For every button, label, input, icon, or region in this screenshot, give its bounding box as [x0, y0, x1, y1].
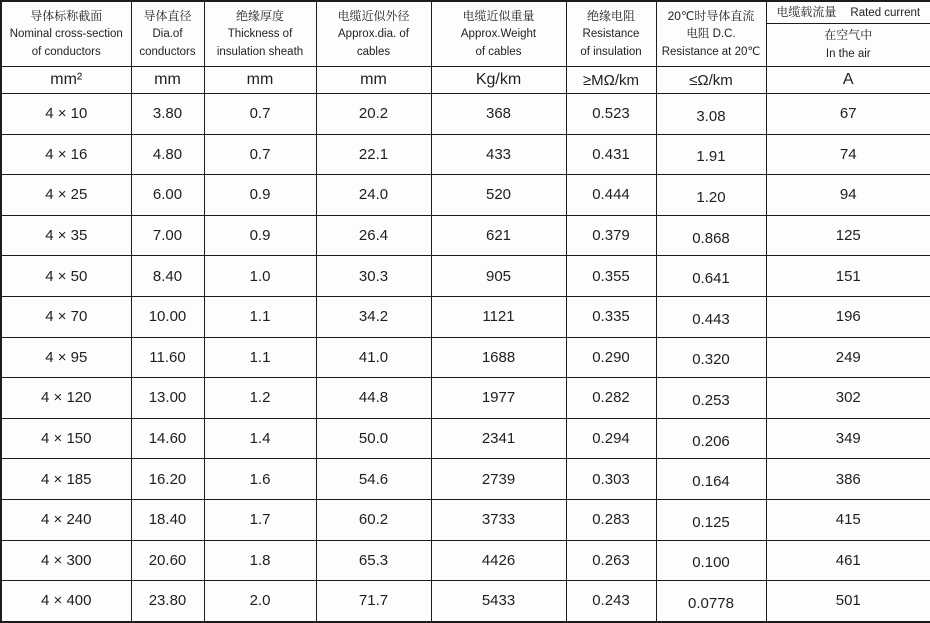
- data-cell: 249: [766, 337, 930, 378]
- table-row: [1, 134, 930, 175]
- data-cell: 0.7: [204, 94, 316, 135]
- table-row: [1, 215, 930, 256]
- header-en: of insulation: [567, 43, 656, 61]
- data-cell: 1121: [431, 296, 566, 337]
- header-dc-resistance: [656, 1, 766, 67]
- table-row: [1, 418, 930, 459]
- data-cell: 0.7: [204, 134, 316, 175]
- data-cell: 0.444: [566, 175, 656, 216]
- unit-cell: Kg/km: [431, 67, 566, 94]
- header-cn: 绝缘厚度: [205, 7, 316, 25]
- row-label-cell: 4 × 25: [1, 175, 131, 216]
- data-cell: 0.125: [656, 499, 766, 540]
- header-en: Resistance: [567, 25, 656, 43]
- data-cell: 621: [431, 215, 566, 256]
- data-cell: 0.303: [566, 459, 656, 500]
- table-row: [1, 94, 930, 135]
- table-row: [1, 378, 930, 419]
- data-cell: 74: [766, 134, 930, 175]
- data-cell: 16.20: [131, 459, 204, 500]
- header-cn: 绝缘电阻: [567, 7, 656, 25]
- row-label-cell: 4 × 10: [1, 94, 131, 135]
- unit-cell: mm²: [1, 67, 131, 94]
- data-cell: 2739: [431, 459, 566, 500]
- data-cell: 1.1: [204, 296, 316, 337]
- header-en: Thickness of: [205, 25, 316, 43]
- header-en: of conductors: [2, 43, 131, 61]
- unit-cell: mm: [316, 67, 431, 94]
- header-approx-diameter: [316, 1, 431, 67]
- data-cell: 1.8: [204, 540, 316, 581]
- table-row: [1, 337, 930, 378]
- data-cell: 386: [766, 459, 930, 500]
- data-cell: 34.2: [316, 296, 431, 337]
- header-cn: 导体标称截面: [2, 7, 131, 25]
- data-cell: 302: [766, 378, 930, 419]
- data-cell: 24.0: [316, 175, 431, 216]
- header-rated-current-in-air: [766, 24, 930, 67]
- data-cell: 0.443: [656, 296, 766, 337]
- data-cell: 44.8: [316, 378, 431, 419]
- data-cell: 3.08: [656, 94, 766, 135]
- data-cell: 54.6: [316, 459, 431, 500]
- unit-row: [1, 67, 930, 94]
- header-insulation-resistance: [566, 1, 656, 67]
- data-cell: 1.7: [204, 499, 316, 540]
- header-cn: 导体直径: [132, 7, 204, 25]
- header-en: cables: [317, 43, 431, 61]
- header-rated-current: [766, 1, 930, 24]
- data-cell: 1.6: [204, 459, 316, 500]
- data-cell: 67: [766, 94, 930, 135]
- data-cell: 0.290: [566, 337, 656, 378]
- header-cn: 电缆近似重量: [432, 7, 566, 25]
- data-cell: 18.40: [131, 499, 204, 540]
- header-insulation-thickness: [204, 1, 316, 67]
- data-cell: 22.1: [316, 134, 431, 175]
- unit-cell: ≥MΩ/km: [566, 67, 656, 94]
- data-cell: 0.9: [204, 215, 316, 256]
- data-cell: 905: [431, 256, 566, 297]
- header-en: Dia.of: [132, 25, 204, 43]
- data-cell: 368: [431, 94, 566, 135]
- table-row: [1, 540, 930, 581]
- data-cell: 0.0778: [656, 581, 766, 622]
- header-en: 电阻 D.C.: [657, 25, 766, 43]
- table-row: [1, 296, 930, 337]
- data-cell: 41.0: [316, 337, 431, 378]
- unit-cell: A: [766, 67, 930, 94]
- data-cell: 0.100: [656, 540, 766, 581]
- data-cell: 0.868: [656, 215, 766, 256]
- data-cell: 0.282: [566, 378, 656, 419]
- row-label-cell: 4 × 95: [1, 337, 131, 378]
- data-cell: 4.80: [131, 134, 204, 175]
- header-approx-weight: [431, 1, 566, 67]
- header-en: Rated current: [850, 7, 920, 19]
- row-label-cell: 4 × 120: [1, 378, 131, 419]
- unit-cell: mm: [204, 67, 316, 94]
- data-cell: 11.60: [131, 337, 204, 378]
- header-en: insulation sheath: [205, 43, 316, 61]
- header-en: Nominal cross-section: [2, 25, 131, 43]
- row-label-cell: 4 × 50: [1, 256, 131, 297]
- header-cn: 电缆载流量: [776, 5, 836, 19]
- header-en: Resistance at 20℃: [657, 43, 766, 61]
- data-cell: 6.00: [131, 175, 204, 216]
- row-label-cell: 4 × 300: [1, 540, 131, 581]
- row-label-cell: 4 × 150: [1, 418, 131, 459]
- data-cell: 0.294: [566, 418, 656, 459]
- data-cell: 1977: [431, 378, 566, 419]
- data-cell: 125: [766, 215, 930, 256]
- data-cell: 23.80: [131, 581, 204, 622]
- table-row: [1, 175, 930, 216]
- data-cell: 196: [766, 296, 930, 337]
- data-cell: 14.60: [131, 418, 204, 459]
- data-cell: 7.00: [131, 215, 204, 256]
- data-cell: 3.80: [131, 94, 204, 135]
- data-cell: 0.263: [566, 540, 656, 581]
- header-en: conductors: [132, 43, 204, 61]
- data-cell: 1.4: [204, 418, 316, 459]
- data-cell: 415: [766, 499, 930, 540]
- table-row: [1, 459, 930, 500]
- data-cell: 0.335: [566, 296, 656, 337]
- row-label-cell: 4 × 70: [1, 296, 131, 337]
- data-cell: 501: [766, 581, 930, 622]
- table-row: [1, 499, 930, 540]
- row-label-cell: 4 × 240: [1, 499, 131, 540]
- data-cell: 5433: [431, 581, 566, 622]
- data-cell: 151: [766, 256, 930, 297]
- header-conductor-diameter: [131, 1, 204, 67]
- data-cell: 0.206: [656, 418, 766, 459]
- data-cell: 10.00: [131, 296, 204, 337]
- data-cell: 433: [431, 134, 566, 175]
- data-cell: 1.2: [204, 378, 316, 419]
- header-en: Approx.Weight: [432, 25, 566, 43]
- data-cell: 1.91: [656, 134, 766, 175]
- data-cell: 1.0: [204, 256, 316, 297]
- row-label-cell: 4 × 400: [1, 581, 131, 622]
- data-cell: 1.20: [656, 175, 766, 216]
- unit-cell: mm: [131, 67, 204, 94]
- data-cell: 0.320: [656, 337, 766, 378]
- table-row: [1, 581, 930, 622]
- data-cell: 1.1: [204, 337, 316, 378]
- row-label-cell: 4 × 35: [1, 215, 131, 256]
- table-body: [1, 94, 930, 622]
- data-cell: 520: [431, 175, 566, 216]
- data-cell: 71.7: [316, 581, 431, 622]
- data-cell: 0.641: [656, 256, 766, 297]
- header-cn: 在空气中: [824, 28, 872, 42]
- data-cell: 1688: [431, 337, 566, 378]
- data-cell: 461: [766, 540, 930, 581]
- data-cell: 26.4: [316, 215, 431, 256]
- data-cell: 0.355: [566, 256, 656, 297]
- data-cell: 8.40: [131, 256, 204, 297]
- data-cell: 50.0: [316, 418, 431, 459]
- header-nominal-cross-section: [1, 1, 131, 67]
- data-cell: 2.0: [204, 581, 316, 622]
- header-en: In the air: [767, 45, 930, 64]
- data-cell: 30.3: [316, 256, 431, 297]
- data-cell: 94: [766, 175, 930, 216]
- data-cell: 0.9: [204, 175, 316, 216]
- data-cell: 0.283: [566, 499, 656, 540]
- data-cell: 65.3: [316, 540, 431, 581]
- data-cell: 13.00: [131, 378, 204, 419]
- row-label-cell: 4 × 16: [1, 134, 131, 175]
- data-cell: 4426: [431, 540, 566, 581]
- row-label-cell: 4 × 185: [1, 459, 131, 500]
- data-cell: 0.431: [566, 134, 656, 175]
- data-cell: 0.253: [656, 378, 766, 419]
- table-row: [1, 256, 930, 297]
- data-cell: 20.2: [316, 94, 431, 135]
- header-cn: 电缆近似外径: [317, 7, 431, 25]
- data-cell: 0.243: [566, 581, 656, 622]
- header-cn: 20℃时导体直流: [657, 7, 766, 25]
- data-cell: 3733: [431, 499, 566, 540]
- data-cell: 0.523: [566, 94, 656, 135]
- header-en: Approx.dia. of: [317, 25, 431, 43]
- data-cell: 20.60: [131, 540, 204, 581]
- unit-cell: ≤Ω/km: [656, 67, 766, 94]
- data-cell: 2341: [431, 418, 566, 459]
- header-en: of cables: [432, 43, 566, 61]
- data-cell: 0.164: [656, 459, 766, 500]
- data-cell: 60.2: [316, 499, 431, 540]
- table-header: [1, 1, 930, 94]
- data-cell: 0.379: [566, 215, 656, 256]
- data-cell: 349: [766, 418, 930, 459]
